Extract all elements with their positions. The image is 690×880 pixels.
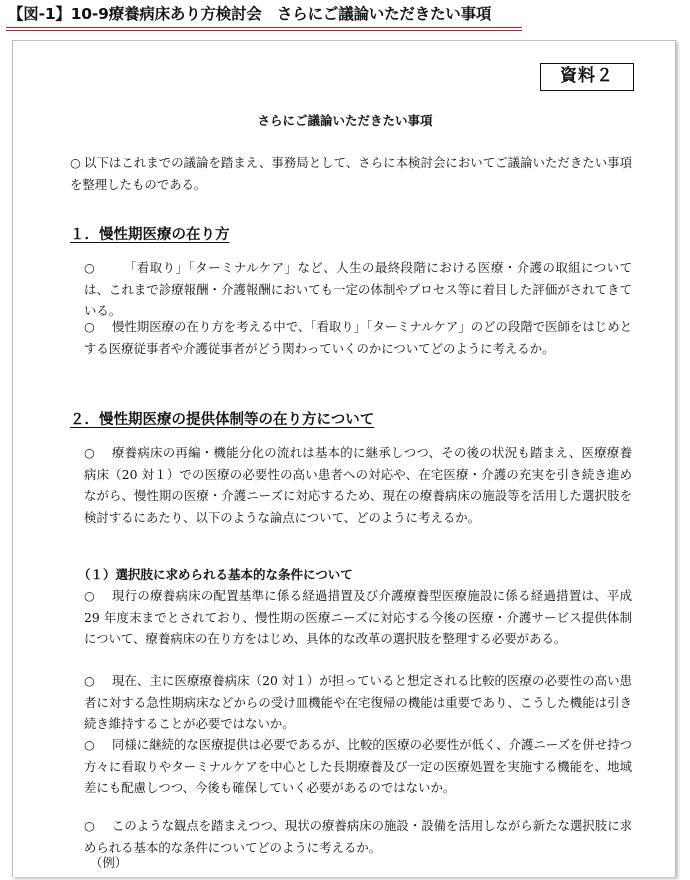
intro-text: 以下はこれまでの議論を踏まえ、事務局として、さらに本検討会においてご議論いただきたい事項を整理したものである。 <box>70 155 632 192</box>
bullet-icon: ○ <box>84 588 95 603</box>
bullet-icon: ○ <box>70 155 81 170</box>
bullet-icon: ○ <box>84 737 95 752</box>
section-1-item <box>84 257 632 322</box>
bullet-icon: ○ <box>84 319 95 334</box>
bullet-icon: ○ <box>84 445 95 460</box>
subsection-item-text: 同様に継続的な医療提供は必要であるが、比較的医療の必要性が低く、介護ニーズを併せ持つ方々に看取りやターミナルケアを中心とした長期療養及び一定の医療処置を実施する機能を、地域差にも配慮しつつ、今後も確保していく必要があるのではないか。 <box>84 737 632 796</box>
section-2-item-text: 療養病床の再編・機能分化の流れは基本的に継承しつつ、その後の状況も踏まえ、医療療養病床（20 対１）での医療の必要性の高い患者への対応や、在宅医療・介護の充実を引き続き進めながら、慢性期の医療・介護ニーズに対応するため、現在の療養病床の施設等を活用した選択肢を検討するにあたり、以下のような論点について、どのように考えるか。 <box>84 445 632 525</box>
subsection-item-text: このような観点を踏まえつつ、現状の療養病床の施設・設備を活用しながら新たな選択肢に求められる基本的な条件についてどのように考えるか。 <box>84 818 632 855</box>
section-1-item <box>84 316 632 359</box>
example-label: （例） <box>90 855 128 870</box>
subsection-item-text: 現行の療養病床の配置基準に係る経過措置及び介護療養型医療施設に係る経過措置は、平成 29 年度末までとされており、慢性期の医療ニーズに対応する今後の医療・介護サービス提供体制について、療養病床の在り方をはじめ、具体的な改革の選択肢を整理する必要がある。 <box>84 588 632 647</box>
subsection-heading: （１）選択肢に求められる基本的な条件について <box>78 567 353 582</box>
section-1-item-text: 「看取り」「ターミナルケア」など、人生の最終段階における医療・介護の取組については、これまで診療報酬・介護報酬においても一定の体制やプロセス等に着目した評価がされてきている。 <box>84 260 632 319</box>
header-rule-secondary <box>6 30 522 31</box>
section-2-heading: ２．慢性期医療の提供体制等の在り方について <box>70 412 375 428</box>
subsection-item <box>84 815 632 858</box>
document-label-box: 資料２ <box>540 63 634 91</box>
document-title: さらにご議論いただきたい事項 <box>257 113 433 128</box>
subsection-item <box>84 585 632 650</box>
subsection-item <box>84 670 632 735</box>
section-1-heading: １．慢性期医療の在り方 <box>70 227 230 243</box>
subsection-item-text: 現在、主に医療療養病床（20 対１）が担っていると想定される比較的医療の必要性の高い患者に対する急性期病床などからの受け皿機能や在宅復帰の機能は重要であり、こうした機能は引き続き維持することが必要ではないか。 <box>84 673 632 732</box>
section-2-item <box>84 442 632 528</box>
intro-paragraph <box>70 152 632 195</box>
header-rule <box>6 27 522 28</box>
section-1-item-text: 慢性期医療の在り方を考える中で、「看取り」「ターミナルケア」のどの段階で医師をはじめとする医療従事者や介護従事者がどう関わっていくのかについてどのように考えるか。 <box>84 319 632 356</box>
page-header-title: 【図-1】10-9療養病床あり方検討会 さらにご議論いただきたい事項 <box>8 5 492 23</box>
bullet-icon: ○ <box>84 818 95 833</box>
bullet-icon: ○ <box>84 260 95 275</box>
subsection-item <box>84 734 632 799</box>
bullet-icon: ○ <box>84 673 95 688</box>
